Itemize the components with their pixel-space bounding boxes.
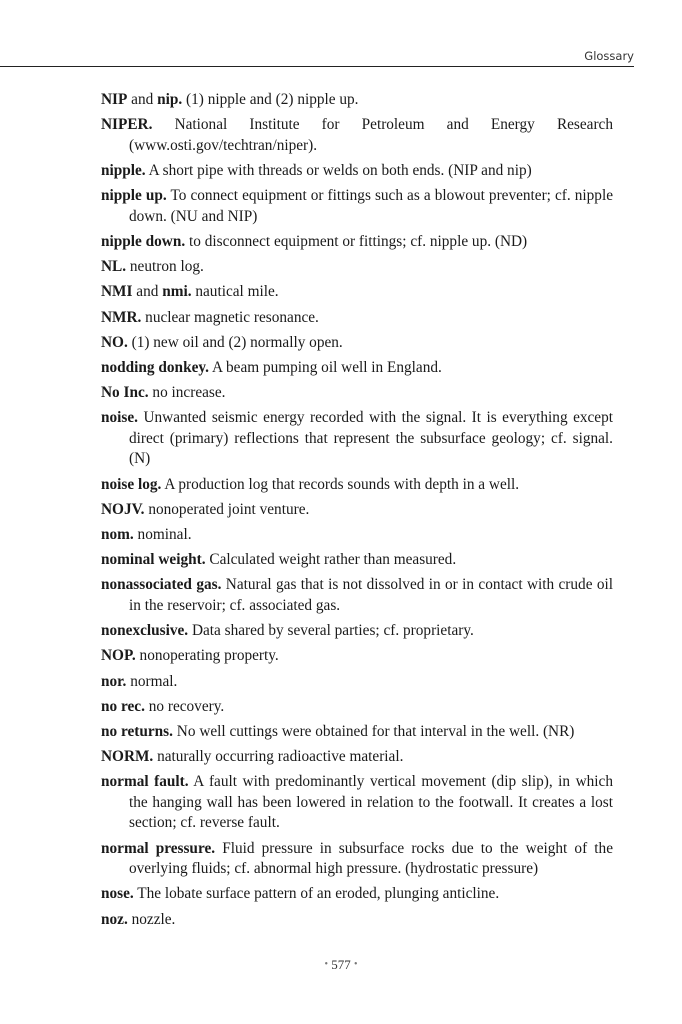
glossary-entry bbox=[101, 910, 613, 931]
entry-definition: (1) new oil and (2) normally open. bbox=[127, 333, 343, 351]
entry-definition: normal. bbox=[126, 672, 178, 690]
entry-definition: A fault with predominantly vertical movement (dip slip), in which the hanging wall has been lowered in relation to the footwall. It creates a lost section; cf. reverse fault. bbox=[129, 773, 613, 832]
entry-definition: no recovery. bbox=[144, 697, 225, 715]
glossary-entry bbox=[101, 90, 613, 111]
glossary-entry bbox=[101, 232, 613, 253]
glossary-entry bbox=[101, 186, 613, 227]
entry-term: normal fault. bbox=[101, 773, 189, 791]
glossary-entry bbox=[101, 333, 613, 354]
glossary-entry bbox=[101, 722, 613, 743]
entry-definition: nautical mile. bbox=[191, 283, 279, 301]
entry-definition: nozzle. bbox=[127, 910, 176, 928]
glossary-entry bbox=[101, 646, 613, 667]
entry-term: nipple. bbox=[101, 161, 146, 179]
entry-definition: The lobate surface pattern of an eroded, plunging anticline. bbox=[133, 885, 500, 903]
page-number: 577 bbox=[331, 957, 351, 972]
entry-term: noz. bbox=[101, 910, 128, 928]
glossary-entry bbox=[101, 358, 613, 379]
entry-term: NMR. bbox=[101, 308, 142, 326]
entry-term: nom. bbox=[101, 526, 134, 543]
entry-definition: neutron log. bbox=[126, 258, 204, 276]
entry-definition: to disconnect equipment or fittings; cf. nipple up. (ND) bbox=[185, 232, 528, 250]
entry-term: NMI bbox=[101, 283, 133, 301]
glossary-entry bbox=[101, 257, 613, 278]
entry-definition: No well cuttings were obtained for that interval in the well. (NR) bbox=[172, 722, 575, 740]
glossary-entry bbox=[101, 161, 613, 182]
entry-term: normal pressure. bbox=[101, 839, 216, 857]
entry-definition: Data shared by several parties; cf. proprietary. bbox=[188, 622, 474, 640]
glossary-entry bbox=[101, 839, 613, 880]
glossary-entry bbox=[101, 475, 613, 496]
entry-term: nor. bbox=[101, 672, 127, 690]
footer-right-bullet: • bbox=[354, 959, 358, 970]
glossary-entry bbox=[101, 525, 613, 546]
entry-term: NIPER. bbox=[101, 116, 153, 134]
entry-term: nodding donkey. bbox=[101, 358, 209, 376]
entry-term: NORM. bbox=[101, 748, 154, 766]
glossary-entry bbox=[101, 772, 613, 834]
glossary-entry bbox=[101, 282, 613, 303]
entry-definition: A beam pumping oil well in England. bbox=[209, 358, 442, 376]
glossary-entry bbox=[101, 672, 613, 693]
entry-definition: naturally occurring radioactive material. bbox=[153, 748, 404, 766]
entry-definition: Natural gas that is not dissolved in or in contact with crude oil in the reservoir; cf. associated gas. bbox=[129, 576, 614, 614]
entry-term: NIP bbox=[101, 91, 128, 108]
glossary-entry bbox=[101, 500, 613, 521]
entry-definition: no increase. bbox=[148, 384, 226, 402]
entry-term: no returns. bbox=[101, 722, 173, 740]
running-header bbox=[0, 46, 634, 67]
entry-definition: Unwanted seismic energy recorded with the signal. It is everything except direct (primary) reflections that represent the subsurface geology; cf. signal. (N) bbox=[129, 409, 613, 468]
glossary-entry bbox=[101, 550, 613, 571]
entry-term: NL. bbox=[101, 258, 127, 276]
entry-definition: nominal. bbox=[133, 526, 192, 543]
entry-term: NOP. bbox=[101, 647, 136, 665]
entry-term: nipple up. bbox=[101, 187, 167, 205]
entry-term: nonassociated gas. bbox=[101, 576, 222, 594]
glossary-entry bbox=[101, 575, 613, 616]
glossary-entry bbox=[101, 621, 613, 642]
glossary-entry bbox=[101, 884, 613, 905]
page-footer bbox=[0, 957, 682, 973]
glossary-entry bbox=[101, 308, 613, 329]
header-title: Glossary bbox=[584, 49, 634, 63]
entry-term: NO. bbox=[101, 333, 128, 351]
entry-term: nose. bbox=[101, 885, 134, 903]
glossary-entry bbox=[101, 747, 613, 768]
entry-term-variant: nmi. bbox=[162, 283, 192, 301]
entry-term: no rec. bbox=[101, 697, 145, 715]
entry-definition: A production log that records sounds with depth in a well. bbox=[161, 475, 520, 493]
entry-definition: nuclear magnetic resonance. bbox=[141, 308, 319, 326]
entry-term: No Inc. bbox=[101, 384, 149, 402]
glossary-entry bbox=[101, 383, 613, 404]
glossary-entry bbox=[101, 115, 613, 156]
entry-conjunction: and bbox=[127, 91, 158, 108]
entry-definition: A short pipe with threads or welds on both ends. (NIP and nip) bbox=[145, 161, 532, 179]
entry-definition: Calculated weight rather than measured. bbox=[205, 551, 457, 569]
entry-term: NOJV. bbox=[101, 500, 145, 518]
glossary-entry bbox=[101, 408, 613, 470]
entry-term: nipple down. bbox=[101, 232, 186, 250]
entry-definition: (1) nipple and (2) nipple up. bbox=[182, 91, 359, 108]
entry-definition: nonoperating property. bbox=[135, 647, 279, 665]
entry-term: noise log. bbox=[101, 475, 162, 493]
glossary-entry bbox=[101, 697, 613, 718]
entry-conjunction: and bbox=[132, 283, 163, 301]
entry-definition: Fluid pressure in subsurface rocks due to the weight of the overlying fluids; cf. abnormal high pressure. (hydrostatic pressure) bbox=[129, 839, 613, 878]
entry-definition: To connect equipment or fittings such as a blowout preventer; cf. nipple down. (NU and NIP) bbox=[129, 187, 613, 225]
entry-term: noise. bbox=[101, 409, 138, 427]
glossary-entries bbox=[101, 90, 613, 935]
entry-term: nonexclusive. bbox=[101, 622, 189, 640]
footer-left-bullet: • bbox=[324, 959, 328, 970]
entry-term-variant: nip. bbox=[157, 91, 183, 108]
entry-definition: National Institute for Petroleum and Energy Research (www.osti.gov/techtran/niper). bbox=[129, 116, 613, 154]
entry-term: nominal weight. bbox=[101, 551, 206, 569]
entry-definition: nonoperated joint venture. bbox=[144, 500, 310, 518]
